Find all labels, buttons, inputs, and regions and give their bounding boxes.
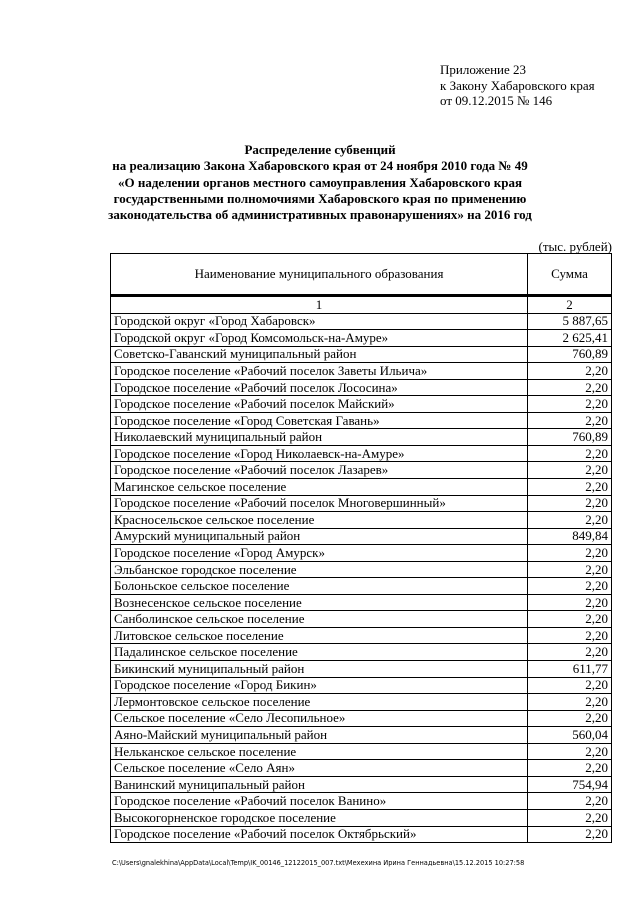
table-row <box>111 479 612 496</box>
subvention-amount: 754,94 <box>528 776 612 793</box>
municipality-name: Городское поселение «Рабочий поселок Октябрьский» <box>111 826 528 843</box>
column-numbering-row <box>111 296 612 314</box>
subvention-amount: 2,20 <box>528 594 612 611</box>
subvention-amount: 2,20 <box>528 793 612 810</box>
table-row <box>111 627 612 644</box>
subvention-amount: 5 887,65 <box>528 313 612 330</box>
municipality-name: Болоньское сельское поселение <box>111 578 528 595</box>
subvention-amount: 611,77 <box>528 661 612 678</box>
subvention-amount: 2 625,41 <box>528 330 612 347</box>
municipality-name: Вознесенское сельское поселение <box>111 594 528 611</box>
subvention-amount: 2,20 <box>528 710 612 727</box>
municipality-name: Падалинское сельское поселение <box>111 644 528 661</box>
municipality-name: Городское поселение «Рабочий поселок Лазарев» <box>111 462 528 479</box>
municipality-name: Советско-Гаванский муниципальный район <box>111 346 528 363</box>
subvention-amount: 2,20 <box>528 379 612 396</box>
municipality-name: Аяно-Майский муниципальный район <box>111 727 528 744</box>
title-line-1: Распределение субвенций <box>244 142 396 157</box>
table-row <box>111 495 612 512</box>
table-row <box>111 363 612 380</box>
table-row <box>111 346 612 363</box>
subvention-amount: 2,20 <box>528 644 612 661</box>
municipality-name: Городское поселение «Город Амурск» <box>111 545 528 562</box>
table-row <box>111 330 612 347</box>
header-name-cell: Наименование муниципального образования <box>111 254 528 296</box>
table-row <box>111 677 612 694</box>
municipality-name: Городское поселение «Рабочий поселок Ванино» <box>111 793 528 810</box>
subvention-amount: 2,20 <box>528 512 612 529</box>
table-row <box>111 445 612 462</box>
subvention-amount: 2,20 <box>528 694 612 711</box>
subvention-amount: 2,20 <box>528 495 612 512</box>
table-row <box>111 396 612 413</box>
municipality-name: Магинское сельское поселение <box>111 479 528 496</box>
table-row <box>111 313 612 330</box>
subvention-amount: 2,20 <box>528 363 612 380</box>
appendix-line-3: от 09.12.2015 № 146 <box>440 93 553 108</box>
subvention-amount: 2,20 <box>528 479 612 496</box>
table-row <box>111 545 612 562</box>
municipality-name: Амурский муниципальный район <box>111 528 528 545</box>
table-row <box>111 727 612 744</box>
table-row <box>111 760 612 777</box>
table-row <box>111 743 612 760</box>
table-row <box>111 429 612 446</box>
municipality-name: Санболинское сельское поселение <box>111 611 528 628</box>
municipality-name: Городское поселение «Город Советская Гавань» <box>111 412 528 429</box>
municipality-name: Красносельское сельское поселение <box>111 512 528 529</box>
numbering-col-2: 2 <box>528 296 612 314</box>
title-line-5: законодательства об административных правонарушениях» на 2016 год <box>108 207 532 223</box>
header-sum-cell: Сумма <box>528 254 612 296</box>
subvention-table <box>110 253 612 843</box>
appendix-note <box>440 62 595 109</box>
municipality-name: Эльбанское городское поселение <box>111 561 528 578</box>
subvention-amount: 2,20 <box>528 445 612 462</box>
table-row <box>111 578 612 595</box>
subvention-amount: 2,20 <box>528 611 612 628</box>
document-title <box>100 142 540 223</box>
subvention-amount: 2,20 <box>528 462 612 479</box>
table-row <box>111 594 612 611</box>
title-line-3: «О наделении органов местного самоуправления Хабаровского края <box>118 174 522 190</box>
municipality-name: Городское поселение «Рабочий поселок Заветы Ильича» <box>111 363 528 380</box>
municipality-name: Литовское сельское поселение <box>111 627 528 644</box>
subvention-amount: 760,89 <box>528 346 612 363</box>
subvention-amount: 2,20 <box>528 743 612 760</box>
table-header-row <box>111 254 612 296</box>
table-row <box>111 809 612 826</box>
subvention-amount: 2,20 <box>528 826 612 843</box>
municipality-name: Лермонтовское сельское поселение <box>111 694 528 711</box>
subvention-amount: 2,20 <box>528 578 612 595</box>
municipality-name: Городское поселение «Город Николаевск-на-Амуре» <box>111 445 528 462</box>
subvention-amount: 560,04 <box>528 727 612 744</box>
table-row <box>111 644 612 661</box>
table-row <box>111 611 612 628</box>
table-row <box>111 379 612 396</box>
file-path-footer: C:\Users\gnalekhina\AppData\Local\Temp\IK_00146_12122015_007.txt\Мехехина Ирина Геннадьевна\15.12.2015 10:27:58 <box>112 859 525 867</box>
municipality-name: Нельканское сельское поселение <box>111 743 528 760</box>
municipality-name: Ванинский муниципальный район <box>111 776 528 793</box>
municipality-name: Городской округ «Город Комсомольск-на-Амуре» <box>111 330 528 347</box>
municipality-name: Высокогорненское городское поселение <box>111 809 528 826</box>
table-row <box>111 826 612 843</box>
table-row <box>111 793 612 810</box>
appendix-line-1: Приложение 23 <box>440 62 527 77</box>
municipality-name: Бикинский муниципальный район <box>111 661 528 678</box>
municipality-name: Городское поселение «Рабочий поселок Многовершинный» <box>111 495 528 512</box>
municipality-name: Сельское поселение «Село Лесопильное» <box>111 710 528 727</box>
municipality-name: Городской округ «Город Хабаровск» <box>111 313 528 330</box>
subvention-amount: 2,20 <box>528 809 612 826</box>
title-line-2: на реализацию Закона Хабаровского края от 24 ноября 2010 года № 49 <box>112 158 528 174</box>
subvention-amount: 849,84 <box>528 528 612 545</box>
units-label: (тыс. рублей) <box>538 239 612 254</box>
subvention-amount: 2,20 <box>528 627 612 644</box>
subvention-amount: 760,89 <box>528 429 612 446</box>
table-row <box>111 561 612 578</box>
subvention-amount: 2,20 <box>528 677 612 694</box>
table-row <box>111 694 612 711</box>
subvention-amount: 2,20 <box>528 412 612 429</box>
municipality-name: Городское поселение «Рабочий поселок Майский» <box>111 396 528 413</box>
table-row <box>111 710 612 727</box>
subvention-amount: 2,20 <box>528 545 612 562</box>
municipality-name: Городское поселение «Рабочий поселок Лососина» <box>111 379 528 396</box>
municipality-name: Городское поселение «Город Бикин» <box>111 677 528 694</box>
table-row <box>111 528 612 545</box>
subvention-amount: 2,20 <box>528 561 612 578</box>
table-row <box>111 412 612 429</box>
municipality-name: Сельское поселение «Село Аян» <box>111 760 528 777</box>
table-row <box>111 462 612 479</box>
appendix-line-2: к Закону Хабаровского края <box>440 77 595 93</box>
table-row <box>111 776 612 793</box>
table-row <box>111 512 612 529</box>
title-line-4: государственными полномочиями Хабаровского края по применению <box>113 190 527 206</box>
table-row <box>111 661 612 678</box>
numbering-col-1: 1 <box>111 296 528 314</box>
subvention-amount: 2,20 <box>528 760 612 777</box>
subvention-amount: 2,20 <box>528 396 612 413</box>
municipality-name: Николаевский муниципальный район <box>111 429 528 446</box>
